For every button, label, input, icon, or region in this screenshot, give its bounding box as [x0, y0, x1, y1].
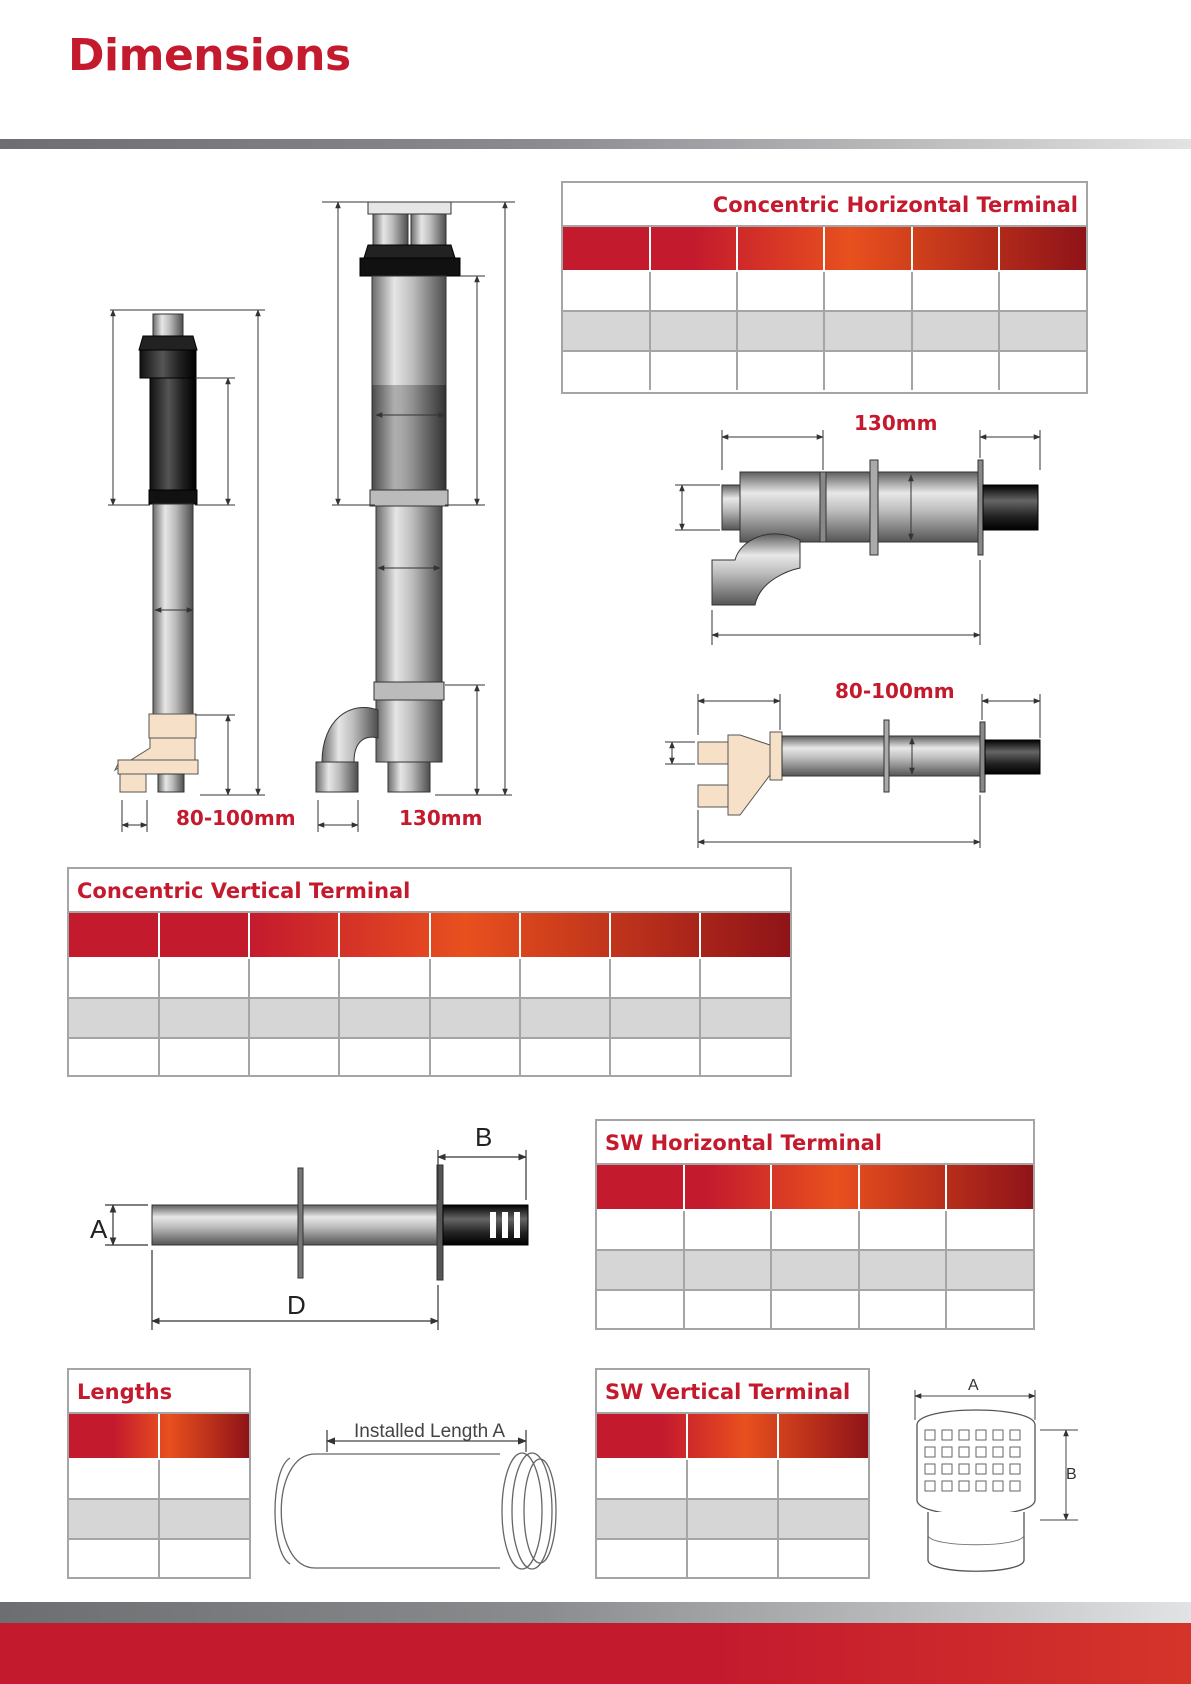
sw-cowl-label-a: A	[968, 1377, 979, 1394]
concentric-horizontal-table-title: Concentric Horizontal Terminal	[563, 183, 1086, 227]
horizontal-130-label: 130mm	[854, 411, 938, 435]
sw-horizontal-label-d: D	[287, 1290, 306, 1320]
sw-horizontal-terminal-drawing	[152, 1165, 528, 1280]
sw-cowl-label-b: B	[1066, 1466, 1077, 1483]
sw-vertical-table-title: SW Vertical Terminal	[597, 1370, 868, 1414]
horizontal-80-100-label: 80-100mm	[835, 679, 955, 703]
footer-band	[0, 1623, 1191, 1684]
vertical-80-100-label: 80-100mm	[176, 806, 296, 830]
concentric-vertical-table-title: Concentric Vertical Terminal	[69, 869, 790, 913]
vertical-terminal-80-100-drawing	[115, 314, 198, 792]
pipe-length-drawing	[275, 1430, 556, 1569]
horizontal-terminal-80-100-drawing	[698, 720, 1040, 815]
sw-horizontal-label-b: B	[475, 1122, 493, 1152]
lengths-table-title: Lengths	[69, 1370, 249, 1414]
pipe-length-label: Installed Length A	[354, 1421, 506, 1442]
sw-horizontal-table-title: SW Horizontal Terminal	[597, 1121, 1033, 1165]
page-title: Dimensions	[68, 30, 351, 81]
bottom-divider	[0, 1602, 1191, 1623]
horizontal-terminal-130-drawing	[712, 460, 1038, 605]
sw-horizontal-label-a: A	[90, 1214, 108, 1244]
sw-vertical-cowl-drawing	[917, 1410, 1035, 1571]
vertical-130-label: 130mm	[399, 806, 483, 830]
